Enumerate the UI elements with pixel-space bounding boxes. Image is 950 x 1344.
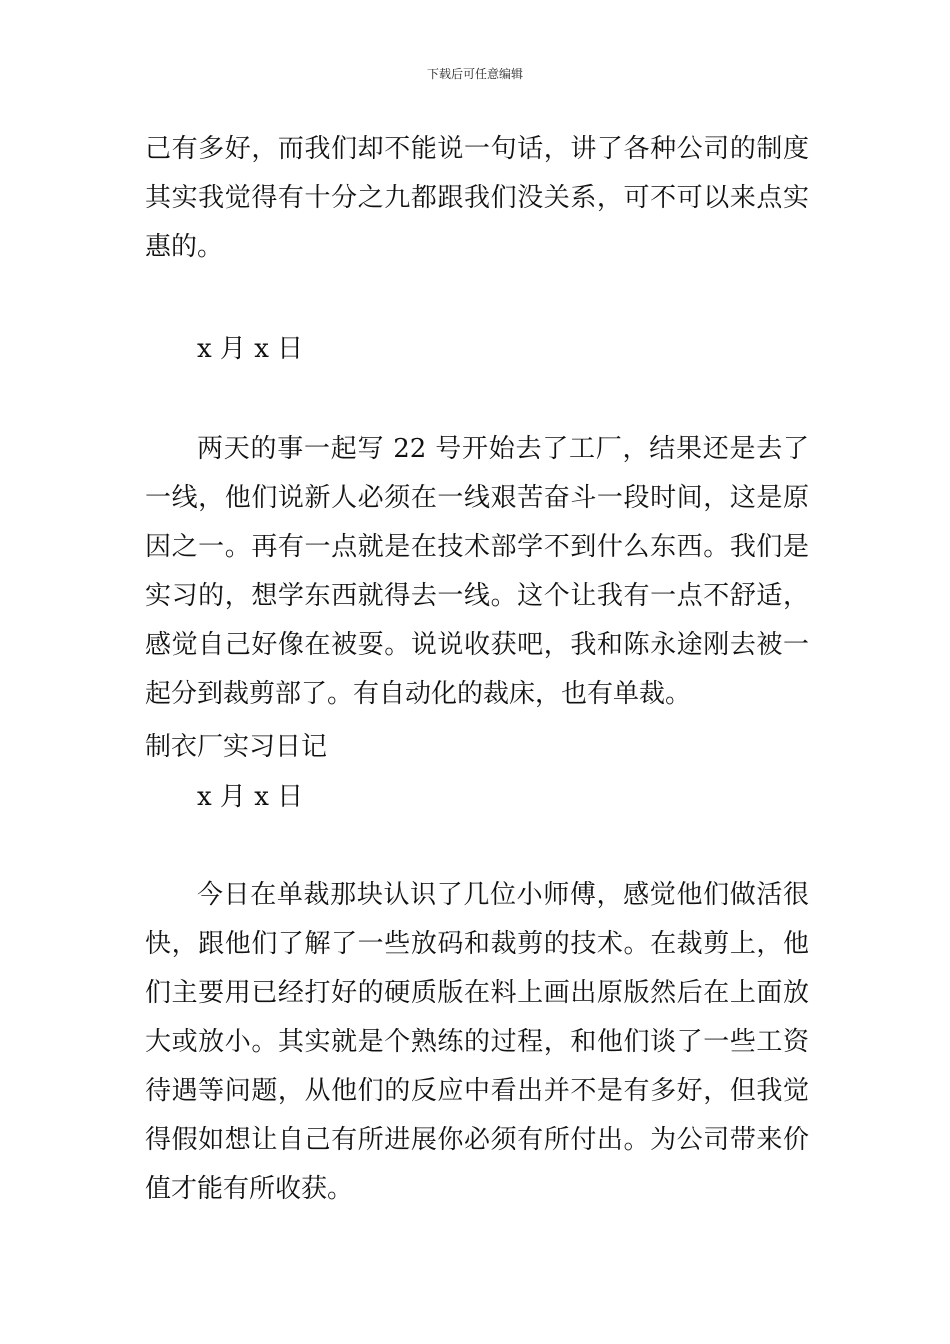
- date-heading-2: x 月 x 日: [197, 782, 304, 812]
- date-heading-1: x 月 x 日: [197, 334, 304, 364]
- paragraph-3: 今日在单裁那块认识了几位小师傅，感觉他们做活很快，跟他们了解了一些放码和裁剪的技术。在裁剪上，他们主要用已经打好的硬质版在料上画出原版然后在上面放大或放小。其实就是个熟练的过程，和他们谈了一些工资待遇等问题，从他们的反应中看出并不是有多好，但我觉得假如想让自己有所进展你必须有所付出。为公司带来价值才能有所收获。: [145, 880, 809, 1204]
- paragraph-2: 两天的事一起写 22 号开始去了工厂，结果还是去了一线，他们说新人必须在一线艰苦奋斗一段时间，这是原因之一。再有一点就是在技术部学不到什么东西。我们是实习的，想学东西就得去一线。这个让我有一点不舒适，感觉自己好像在被耍。说说收获吧，我和陈永途刚去被一起分到裁剪部了。有自动化的裁床，也有单裁。: [145, 434, 809, 709]
- diary-title: 制衣厂实习日记: [145, 732, 328, 762]
- page-header: 下载后可任意编辑: [426, 67, 523, 81]
- paragraph-1: 己有多好，而我们却不能说一句话，讲了各种公司的制度其实我觉得有十分之九都跟我们没关系，可不可以来点实惠的。: [145, 134, 809, 262]
